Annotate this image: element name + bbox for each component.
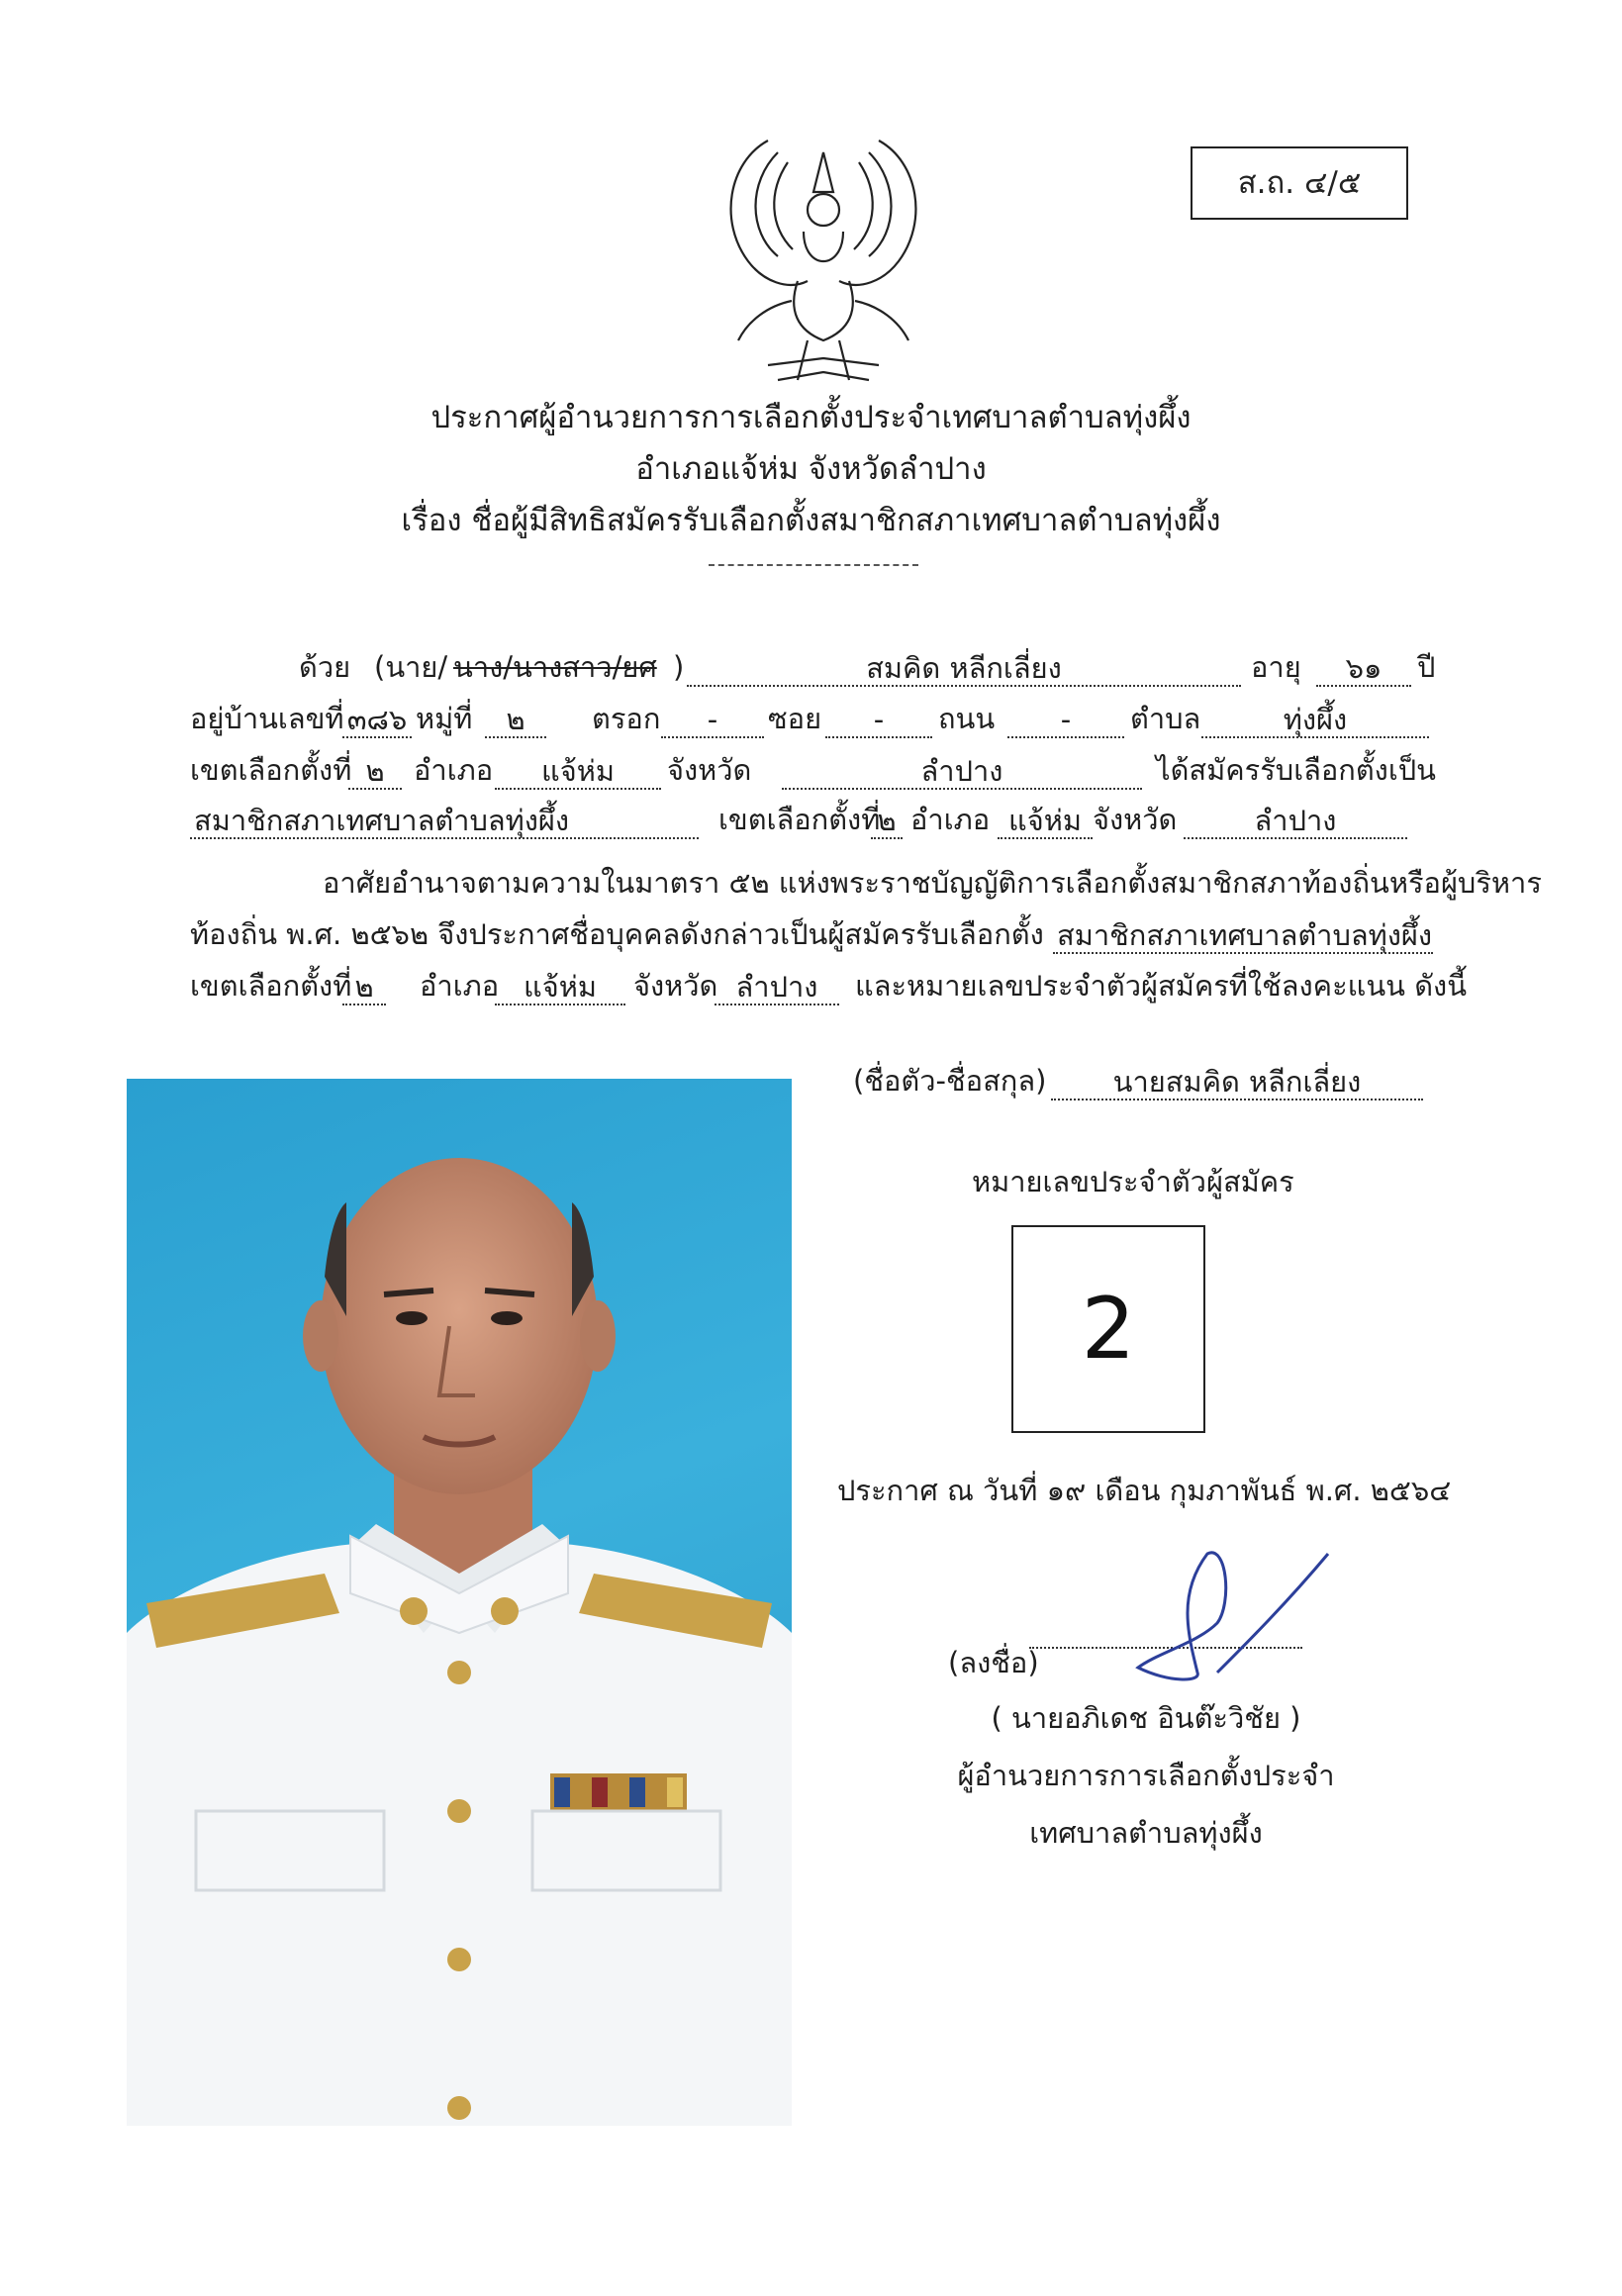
- authority-amphoe-field: แจ้ห่ม: [495, 970, 625, 1005]
- amphoe-field: แจ้ห่ม: [495, 754, 661, 790]
- province-field: ลำปาง: [782, 754, 1142, 790]
- province2-label: จังหวัด: [1093, 803, 1178, 836]
- road-label: ถนน: [938, 702, 996, 735]
- announcement-title: ประกาศผู้อำนวยการการเลือกตั้งประจำเทศบาลตำบลทุ่งผึ้ง: [430, 400, 1192, 435]
- authority-zone-label: เขตเลือกตั้งที่: [190, 969, 352, 1003]
- candidate-portrait: [127, 1079, 792, 2126]
- position-field: สมาชิกสภาเทศบาลตำบลทุ่งผึ้ง: [190, 804, 699, 839]
- amphoe-label: อำเภอ: [414, 753, 494, 787]
- soi-field: -: [825, 703, 932, 738]
- signature-icon: [1098, 1534, 1336, 1682]
- with-label: ด้วย: [299, 650, 351, 684]
- amphoe2-field: แจ้ห่ม: [998, 804, 1093, 839]
- authority-line2: ท้องถิ่น พ.ศ. ๒๕๖๒ จึงประกาศชื่อบุคคลดังกล่าวเป็นผู้สมัครรับเลือกตั้ง: [190, 917, 1044, 951]
- authority-amphoe-label: อำเภอ: [420, 969, 500, 1003]
- title-struck: นาง/นางสาว/ยศ: [453, 650, 657, 684]
- tambon-field: ทุ่งผึ้ง: [1201, 703, 1429, 738]
- authority-line1: อาศัยอำนาจตามความในมาตรา ๕๒ แห่งพระราชบัญญัติการเลือกตั้งสมาชิกสภาท้องถิ่นหรือผู้บริหาร: [323, 866, 1542, 900]
- trok-field: -: [661, 703, 764, 738]
- announcement-district: อำเภอแจ้ห่ม จังหวัดลำปาง: [635, 451, 987, 487]
- candidate-number-label: หมายเลขประจำตัวผู้สมัคร: [972, 1165, 1294, 1198]
- header-divider: [709, 564, 918, 566]
- road-field: -: [1007, 703, 1124, 738]
- age-label: อายุ: [1251, 650, 1301, 684]
- zone-label: เขตเลือกตั้งที่: [190, 753, 352, 787]
- title-close: ): [673, 650, 685, 684]
- moo-label: หมู่ที่: [416, 702, 473, 735]
- amphoe2-label: อำเภอ: [910, 803, 991, 836]
- province2-field: ลำปาง: [1184, 804, 1407, 839]
- signer-name: ( นายอภิเดช อินต๊ะวิชัย ): [991, 1701, 1301, 1735]
- authority-position-field: สมาชิกสภาเทศบาลตำบลทุ่งผึ้ง: [1053, 918, 1433, 954]
- candidate-name-field: สมคิด หลีกเลี่ยง: [687, 651, 1241, 687]
- zone2-field: ๒: [871, 804, 903, 839]
- province-label: จังหวัด: [667, 753, 752, 787]
- title-open: (นาย/: [374, 650, 448, 684]
- trok-label: ตรอก: [592, 702, 661, 735]
- authority-suffix: และหมายเลขประจำตัวผู้สมัครที่ใช้ลงคะแนน ดังนี้: [855, 969, 1468, 1003]
- zone2-label: เขตเลือกตั้งที่: [718, 803, 881, 836]
- tambon-label: ตำบล: [1130, 702, 1201, 735]
- house-number-field: ๓๘๖: [342, 703, 412, 738]
- zone-field: ๒: [348, 754, 402, 790]
- years-label: ปี: [1417, 650, 1436, 684]
- soi-label: ซอย: [768, 702, 822, 735]
- authority-zone-field: ๒: [342, 970, 386, 1005]
- announcement-subject: เรื่อง ชื่อผู้มีสิทธิสมัครรับเลือกตั้งสมาชิกสภาเทศบาลตำบลทุ่งผึ้ง: [401, 503, 1221, 538]
- garuda-emblem-icon: [709, 133, 938, 392]
- form-code-box: ส.ถ. ๔/๕: [1191, 146, 1408, 220]
- house-label: อยู่บ้านเลขที่: [190, 702, 344, 735]
- authority-province-label: จังหวัด: [633, 969, 718, 1003]
- moo-field: ๒: [485, 703, 546, 738]
- candidate-full-name-field: นายสมคิด หลีกเลี่ยง: [1051, 1065, 1423, 1100]
- signer-title-line1: ผู้อำนวยการการเลือกตั้งประจำ: [957, 1759, 1335, 1792]
- age-field: ๖๑: [1316, 651, 1411, 687]
- signer-title-line2: เทศบาลตำบลทุ่งผึ้ง: [1029, 1816, 1263, 1850]
- authority-province-field: ลำปาง: [715, 970, 839, 1005]
- announce-date: ประกาศ ณ วันที่ ๑๙ เดือน กุมภาพันธ์ พ.ศ. ๒๕๖๔: [837, 1474, 1452, 1507]
- candidate-name-label: (ชื่อตัว-ชื่อสกุล): [853, 1064, 1047, 1098]
- sign-label: (ลงชื่อ): [948, 1646, 1039, 1679]
- candidate-number-box: 2: [1011, 1225, 1205, 1433]
- applied-label: ได้สมัครรับเลือกตั้งเป็น: [1156, 753, 1436, 787]
